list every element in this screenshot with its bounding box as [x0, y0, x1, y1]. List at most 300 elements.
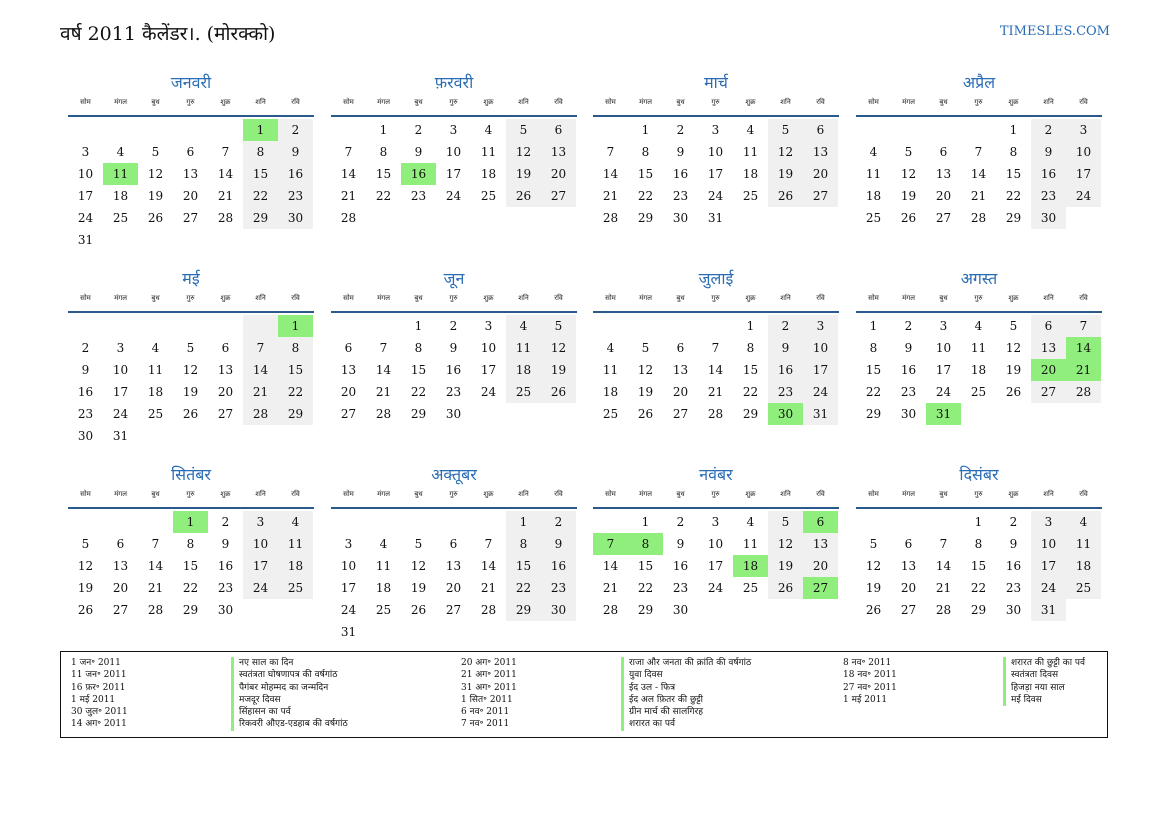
- day-cell[interactable]: 14: [243, 359, 278, 381]
- day-cell[interactable]: 29: [1005, 211, 1022, 225]
- day-cell[interactable]: 10: [1031, 533, 1066, 555]
- day-cell[interactable]: 6: [116, 537, 125, 551]
- day-cell[interactable]: 27: [445, 603, 462, 617]
- day-cell[interactable]: 28: [602, 211, 619, 225]
- day-cell[interactable]: 16: [768, 359, 803, 381]
- day-cell[interactable]: 2: [768, 315, 803, 337]
- day-cell[interactable]: 17: [340, 581, 357, 595]
- day-cell[interactable]: 29: [865, 407, 882, 421]
- day-cell[interactable]: 26: [865, 603, 882, 617]
- day-cell[interactable]: 23: [217, 581, 234, 595]
- day-cell[interactable]: 2: [449, 319, 458, 333]
- day-cell[interactable]: 26: [77, 603, 94, 617]
- day-cell[interactable]: 14: [375, 363, 392, 377]
- day-cell[interactable]: 16: [445, 363, 462, 377]
- day-cell[interactable]: 15: [243, 163, 278, 185]
- day-cell[interactable]: 7: [711, 341, 720, 355]
- day-cell[interactable]: 3: [243, 511, 278, 533]
- day-cell[interactable]: 21: [340, 189, 357, 203]
- day-cell[interactable]: 12: [900, 167, 917, 181]
- day-cell[interactable]: 12: [541, 337, 576, 359]
- holiday-day-cell[interactable]: 30: [768, 403, 803, 425]
- day-cell[interactable]: 1: [641, 515, 650, 529]
- day-cell[interactable]: 5: [186, 341, 195, 355]
- day-cell[interactable]: 2: [676, 123, 685, 137]
- day-cell[interactable]: 2: [221, 515, 230, 529]
- day-cell[interactable]: 12: [768, 141, 803, 163]
- day-cell[interactable]: 25: [742, 581, 759, 595]
- day-cell[interactable]: 7: [939, 537, 948, 551]
- day-cell[interactable]: 13: [445, 559, 462, 573]
- day-cell[interactable]: 27: [182, 211, 199, 225]
- day-cell[interactable]: 23: [1031, 185, 1066, 207]
- day-cell[interactable]: 19: [506, 163, 541, 185]
- day-cell[interactable]: 8: [641, 145, 650, 159]
- day-cell[interactable]: 23: [768, 381, 803, 403]
- day-cell[interactable]: 21: [243, 381, 278, 403]
- day-cell[interactable]: 1: [869, 319, 878, 333]
- day-cell[interactable]: 17: [112, 385, 129, 399]
- day-cell[interactable]: 19: [147, 189, 164, 203]
- day-cell[interactable]: 16: [672, 167, 689, 181]
- day-cell[interactable]: 25: [1066, 577, 1101, 599]
- day-cell[interactable]: 24: [480, 385, 497, 399]
- day-cell[interactable]: 29: [637, 603, 654, 617]
- day-cell[interactable]: 26: [768, 185, 803, 207]
- holiday-day-cell[interactable]: 18: [733, 555, 768, 577]
- site-link[interactable]: TIMESLES.COM: [999, 24, 1110, 39]
- day-cell[interactable]: 15: [375, 167, 392, 181]
- day-cell[interactable]: 12: [410, 559, 427, 573]
- day-cell[interactable]: 9: [449, 341, 458, 355]
- day-cell[interactable]: 3: [939, 319, 948, 333]
- day-cell[interactable]: 20: [803, 163, 838, 185]
- day-cell[interactable]: 20: [935, 189, 952, 203]
- day-cell[interactable]: 30: [278, 207, 313, 229]
- day-cell[interactable]: 18: [1066, 555, 1101, 577]
- day-cell[interactable]: 15: [637, 167, 654, 181]
- day-cell[interactable]: 10: [707, 537, 724, 551]
- day-cell[interactable]: 16: [900, 363, 917, 377]
- day-cell[interactable]: 6: [186, 145, 195, 159]
- day-cell[interactable]: 28: [340, 211, 357, 225]
- day-cell[interactable]: 1: [746, 319, 755, 333]
- day-cell[interactable]: 12: [1005, 341, 1022, 355]
- holiday-day-cell[interactable]: 6: [803, 511, 838, 533]
- day-cell[interactable]: 18: [147, 385, 164, 399]
- day-cell[interactable]: 17: [243, 555, 278, 577]
- day-cell[interactable]: 14: [707, 363, 724, 377]
- day-cell[interactable]: 20: [672, 385, 689, 399]
- day-cell[interactable]: 28: [147, 603, 164, 617]
- day-cell[interactable]: 13: [182, 167, 199, 181]
- day-cell[interactable]: 20: [340, 385, 357, 399]
- day-cell[interactable]: 10: [803, 337, 838, 359]
- day-cell[interactable]: 6: [939, 145, 948, 159]
- day-cell[interactable]: 8: [869, 341, 878, 355]
- day-cell[interactable]: 8: [243, 141, 278, 163]
- day-cell[interactable]: 24: [77, 211, 94, 225]
- day-cell[interactable]: 16: [541, 555, 576, 577]
- day-cell[interactable]: 26: [900, 211, 917, 225]
- day-cell[interactable]: 4: [484, 123, 493, 137]
- day-cell[interactable]: 2: [81, 341, 90, 355]
- day-cell[interactable]: 13: [935, 167, 952, 181]
- day-cell[interactable]: 8: [414, 341, 423, 355]
- day-cell[interactable]: 6: [221, 341, 230, 355]
- day-cell[interactable]: 1: [379, 123, 388, 137]
- day-cell[interactable]: 4: [974, 319, 983, 333]
- day-cell[interactable]: 8: [974, 537, 983, 551]
- day-cell[interactable]: 3: [711, 123, 720, 137]
- day-cell[interactable]: 4: [506, 315, 541, 337]
- day-cell[interactable]: 22: [1005, 189, 1022, 203]
- day-cell[interactable]: 11: [742, 145, 759, 159]
- day-cell[interactable]: 28: [1066, 381, 1101, 403]
- day-cell[interactable]: 19: [77, 581, 94, 595]
- day-cell[interactable]: 18: [970, 363, 987, 377]
- day-cell[interactable]: 24: [707, 189, 724, 203]
- day-cell[interactable]: 5: [81, 537, 90, 551]
- holiday-day-cell[interactable]: 1: [243, 119, 278, 141]
- day-cell[interactable]: 26: [637, 407, 654, 421]
- day-cell[interactable]: 28: [602, 603, 619, 617]
- day-cell[interactable]: 3: [484, 319, 493, 333]
- day-cell[interactable]: 18: [865, 189, 882, 203]
- day-cell[interactable]: 16: [278, 163, 313, 185]
- day-cell[interactable]: 4: [116, 145, 125, 159]
- day-cell[interactable]: 3: [449, 123, 458, 137]
- day-cell[interactable]: 26: [147, 211, 164, 225]
- day-cell[interactable]: 1: [974, 515, 983, 529]
- day-cell[interactable]: 14: [147, 559, 164, 573]
- day-cell[interactable]: 10: [480, 341, 497, 355]
- day-cell[interactable]: 22: [970, 581, 987, 595]
- day-cell[interactable]: 1: [506, 511, 541, 533]
- day-cell[interactable]: 21: [480, 581, 497, 595]
- day-cell[interactable]: 15: [970, 559, 987, 573]
- day-cell[interactable]: 22: [742, 385, 759, 399]
- day-cell[interactable]: 15: [278, 359, 313, 381]
- holiday-day-cell[interactable]: 8: [628, 533, 663, 555]
- day-cell[interactable]: 31: [707, 211, 724, 225]
- day-cell[interactable]: 30: [672, 211, 689, 225]
- day-cell[interactable]: 7: [344, 145, 353, 159]
- day-cell[interactable]: 23: [278, 185, 313, 207]
- day-cell[interactable]: 11: [147, 363, 164, 377]
- day-cell[interactable]: 5: [541, 315, 576, 337]
- day-cell[interactable]: 18: [480, 167, 497, 181]
- day-cell[interactable]: 31: [1031, 599, 1066, 621]
- day-cell[interactable]: 12: [182, 363, 199, 377]
- day-cell[interactable]: 9: [414, 145, 423, 159]
- day-cell[interactable]: 11: [1066, 533, 1101, 555]
- day-cell[interactable]: 4: [746, 123, 755, 137]
- day-cell[interactable]: 25: [278, 577, 313, 599]
- day-cell[interactable]: 29: [278, 403, 313, 425]
- day-cell[interactable]: 28: [970, 211, 987, 225]
- day-cell[interactable]: 30: [900, 407, 917, 421]
- day-cell[interactable]: 25: [480, 189, 497, 203]
- day-cell[interactable]: 3: [803, 315, 838, 337]
- day-cell[interactable]: 5: [151, 145, 160, 159]
- day-cell[interactable]: 17: [1066, 163, 1101, 185]
- day-cell[interactable]: 25: [742, 189, 759, 203]
- day-cell[interactable]: 19: [637, 385, 654, 399]
- day-cell[interactable]: 22: [865, 385, 882, 399]
- day-cell[interactable]: 2: [904, 319, 913, 333]
- day-cell[interactable]: 9: [1031, 141, 1066, 163]
- day-cell[interactable]: 18: [506, 359, 541, 381]
- day-cell[interactable]: 7: [243, 337, 278, 359]
- day-cell[interactable]: 12: [637, 363, 654, 377]
- day-cell[interactable]: 4: [1066, 511, 1101, 533]
- day-cell[interactable]: 31: [340, 625, 357, 639]
- day-cell[interactable]: 3: [1031, 511, 1066, 533]
- day-cell[interactable]: 14: [602, 167, 619, 181]
- day-cell[interactable]: 30: [217, 603, 234, 617]
- day-cell[interactable]: 23: [672, 189, 689, 203]
- day-cell[interactable]: 13: [803, 141, 838, 163]
- day-cell[interactable]: 13: [112, 559, 129, 573]
- day-cell[interactable]: 10: [243, 533, 278, 555]
- day-cell[interactable]: 19: [768, 163, 803, 185]
- day-cell[interactable]: 16: [1031, 163, 1066, 185]
- day-cell[interactable]: 19: [900, 189, 917, 203]
- day-cell[interactable]: 6: [344, 341, 353, 355]
- day-cell[interactable]: 2: [278, 119, 313, 141]
- day-cell[interactable]: 13: [217, 363, 234, 377]
- day-cell[interactable]: 26: [182, 407, 199, 421]
- day-cell[interactable]: 26: [506, 185, 541, 207]
- day-cell[interactable]: 21: [707, 385, 724, 399]
- day-cell[interactable]: 28: [935, 603, 952, 617]
- day-cell[interactable]: 30: [672, 603, 689, 617]
- day-cell[interactable]: 12: [147, 167, 164, 181]
- day-cell[interactable]: 1: [1009, 123, 1018, 137]
- day-cell[interactable]: 9: [676, 537, 685, 551]
- day-cell[interactable]: 25: [147, 407, 164, 421]
- day-cell[interactable]: 4: [606, 341, 615, 355]
- day-cell[interactable]: 29: [970, 603, 987, 617]
- day-cell[interactable]: 12: [865, 559, 882, 573]
- day-cell[interactable]: 23: [410, 189, 427, 203]
- day-cell[interactable]: 29: [742, 407, 759, 421]
- day-cell[interactable]: 17: [707, 559, 724, 573]
- day-cell[interactable]: 4: [379, 537, 388, 551]
- day-cell[interactable]: 2: [1031, 119, 1066, 141]
- day-cell[interactable]: 6: [541, 119, 576, 141]
- day-cell[interactable]: 20: [217, 385, 234, 399]
- day-cell[interactable]: 12: [506, 141, 541, 163]
- day-cell[interactable]: 23: [1005, 581, 1022, 595]
- day-cell[interactable]: 26: [541, 381, 576, 403]
- day-cell[interactable]: 24: [340, 603, 357, 617]
- day-cell[interactable]: 5: [869, 537, 878, 551]
- day-cell[interactable]: 26: [410, 603, 427, 617]
- day-cell[interactable]: 7: [151, 537, 160, 551]
- day-cell[interactable]: 22: [182, 581, 199, 595]
- day-cell[interactable]: 22: [637, 189, 654, 203]
- day-cell[interactable]: 9: [676, 145, 685, 159]
- day-cell[interactable]: 26: [768, 577, 803, 599]
- day-cell[interactable]: 9: [541, 533, 576, 555]
- day-cell[interactable]: 21: [217, 189, 234, 203]
- day-cell[interactable]: 15: [506, 555, 541, 577]
- day-cell[interactable]: 25: [375, 603, 392, 617]
- day-cell[interactable]: 4: [746, 515, 755, 529]
- day-cell[interactable]: 23: [672, 581, 689, 595]
- day-cell[interactable]: 15: [637, 559, 654, 573]
- day-cell[interactable]: 28: [707, 407, 724, 421]
- day-cell[interactable]: 22: [637, 581, 654, 595]
- day-cell[interactable]: 25: [970, 385, 987, 399]
- day-cell[interactable]: 27: [803, 185, 838, 207]
- day-cell[interactable]: 15: [865, 363, 882, 377]
- day-cell[interactable]: 27: [112, 603, 129, 617]
- day-cell[interactable]: 17: [480, 363, 497, 377]
- day-cell[interactable]: 6: [676, 341, 685, 355]
- day-cell[interactable]: 17: [1031, 555, 1066, 577]
- day-cell[interactable]: 7: [606, 145, 615, 159]
- day-cell[interactable]: 13: [340, 363, 357, 377]
- day-cell[interactable]: 9: [278, 141, 313, 163]
- day-cell[interactable]: 24: [445, 189, 462, 203]
- day-cell[interactable]: 1: [641, 123, 650, 137]
- day-cell[interactable]: 13: [803, 533, 838, 555]
- day-cell[interactable]: 18: [112, 189, 129, 203]
- day-cell[interactable]: 25: [865, 211, 882, 225]
- day-cell[interactable]: 8: [278, 337, 313, 359]
- day-cell[interactable]: 13: [1031, 337, 1066, 359]
- day-cell[interactable]: 14: [970, 167, 987, 181]
- day-cell[interactable]: 24: [935, 385, 952, 399]
- day-cell[interactable]: 8: [746, 341, 755, 355]
- day-cell[interactable]: 20: [803, 555, 838, 577]
- day-cell[interactable]: 14: [340, 167, 357, 181]
- day-cell[interactable]: 19: [768, 555, 803, 577]
- day-cell[interactable]: 23: [900, 385, 917, 399]
- day-cell[interactable]: 21: [970, 189, 987, 203]
- day-cell[interactable]: 19: [410, 581, 427, 595]
- day-cell[interactable]: 20: [445, 581, 462, 595]
- day-cell[interactable]: 6: [1031, 315, 1066, 337]
- day-cell[interactable]: 18: [602, 385, 619, 399]
- day-cell[interactable]: 27: [541, 185, 576, 207]
- day-cell[interactable]: 15: [182, 559, 199, 573]
- day-cell[interactable]: 18: [742, 167, 759, 181]
- day-cell[interactable]: 22: [278, 381, 313, 403]
- day-cell[interactable]: 11: [865, 167, 882, 181]
- day-cell[interactable]: 27: [672, 407, 689, 421]
- day-cell[interactable]: 27: [1031, 381, 1066, 403]
- day-cell[interactable]: 31: [803, 403, 838, 425]
- day-cell[interactable]: 22: [506, 577, 541, 599]
- holiday-day-cell[interactable]: 21: [1066, 359, 1101, 381]
- day-cell[interactable]: 12: [77, 559, 94, 573]
- day-cell[interactable]: 20: [112, 581, 129, 595]
- day-cell[interactable]: 5: [641, 341, 650, 355]
- day-cell[interactable]: 11: [480, 145, 497, 159]
- day-cell[interactable]: 8: [506, 533, 541, 555]
- day-cell[interactable]: 25: [602, 407, 619, 421]
- day-cell[interactable]: 11: [970, 341, 987, 355]
- day-cell[interactable]: 11: [602, 363, 619, 377]
- day-cell[interactable]: 17: [803, 359, 838, 381]
- day-cell[interactable]: 17: [77, 189, 94, 203]
- day-cell[interactable]: 10: [445, 145, 462, 159]
- day-cell[interactable]: 24: [243, 577, 278, 599]
- day-cell[interactable]: 19: [865, 581, 882, 595]
- day-cell[interactable]: 9: [768, 337, 803, 359]
- day-cell[interactable]: 29: [243, 207, 278, 229]
- day-cell[interactable]: 28: [480, 603, 497, 617]
- day-cell[interactable]: 30: [541, 599, 576, 621]
- day-cell[interactable]: 11: [742, 537, 759, 551]
- day-cell[interactable]: 21: [602, 581, 619, 595]
- holiday-day-cell[interactable]: 11: [103, 163, 138, 185]
- day-cell[interactable]: 6: [449, 537, 458, 551]
- day-cell[interactable]: 3: [1066, 119, 1101, 141]
- day-cell[interactable]: 15: [742, 363, 759, 377]
- day-cell[interactable]: 23: [445, 385, 462, 399]
- day-cell[interactable]: 9: [221, 537, 230, 551]
- day-cell[interactable]: 16: [1005, 559, 1022, 573]
- day-cell[interactable]: 11: [375, 559, 392, 573]
- day-cell[interactable]: 29: [506, 599, 541, 621]
- holiday-day-cell[interactable]: 14: [1066, 337, 1101, 359]
- day-cell[interactable]: 22: [410, 385, 427, 399]
- day-cell[interactable]: 4: [151, 341, 160, 355]
- day-cell[interactable]: 16: [77, 385, 94, 399]
- day-cell[interactable]: 9: [81, 363, 90, 377]
- holiday-day-cell[interactable]: 1: [278, 315, 313, 337]
- day-cell[interactable]: 6: [803, 119, 838, 141]
- day-cell[interactable]: 5: [904, 145, 913, 159]
- day-cell[interactable]: 5: [768, 119, 803, 141]
- day-cell[interactable]: 24: [803, 381, 838, 403]
- day-cell[interactable]: 7: [1066, 315, 1101, 337]
- day-cell[interactable]: 3: [344, 537, 353, 551]
- day-cell[interactable]: 4: [278, 511, 313, 533]
- day-cell[interactable]: 23: [77, 407, 94, 421]
- day-cell[interactable]: 6: [904, 537, 913, 551]
- holiday-day-cell[interactable]: 16: [401, 163, 436, 185]
- day-cell[interactable]: 2: [541, 511, 576, 533]
- day-cell[interactable]: 10: [340, 559, 357, 573]
- day-cell[interactable]: 23: [541, 577, 576, 599]
- day-cell[interactable]: 16: [217, 559, 234, 573]
- day-cell[interactable]: 13: [672, 363, 689, 377]
- day-cell[interactable]: 12: [768, 533, 803, 555]
- day-cell[interactable]: 11: [506, 337, 541, 359]
- holiday-day-cell[interactable]: 20: [1031, 359, 1066, 381]
- day-cell[interactable]: 7: [974, 145, 983, 159]
- day-cell[interactable]: 25: [112, 211, 129, 225]
- day-cell[interactable]: 10: [707, 145, 724, 159]
- day-cell[interactable]: 27: [935, 211, 952, 225]
- day-cell[interactable]: 21: [602, 189, 619, 203]
- day-cell[interactable]: 30: [77, 429, 94, 443]
- day-cell[interactable]: 20: [541, 163, 576, 185]
- day-cell[interactable]: 2: [414, 123, 423, 137]
- day-cell[interactable]: 17: [445, 167, 462, 181]
- day-cell[interactable]: 18: [375, 581, 392, 595]
- day-cell[interactable]: 24: [1066, 185, 1101, 207]
- day-cell[interactable]: 3: [711, 515, 720, 529]
- day-cell[interactable]: 25: [506, 381, 541, 403]
- day-cell[interactable]: 2: [1009, 515, 1018, 529]
